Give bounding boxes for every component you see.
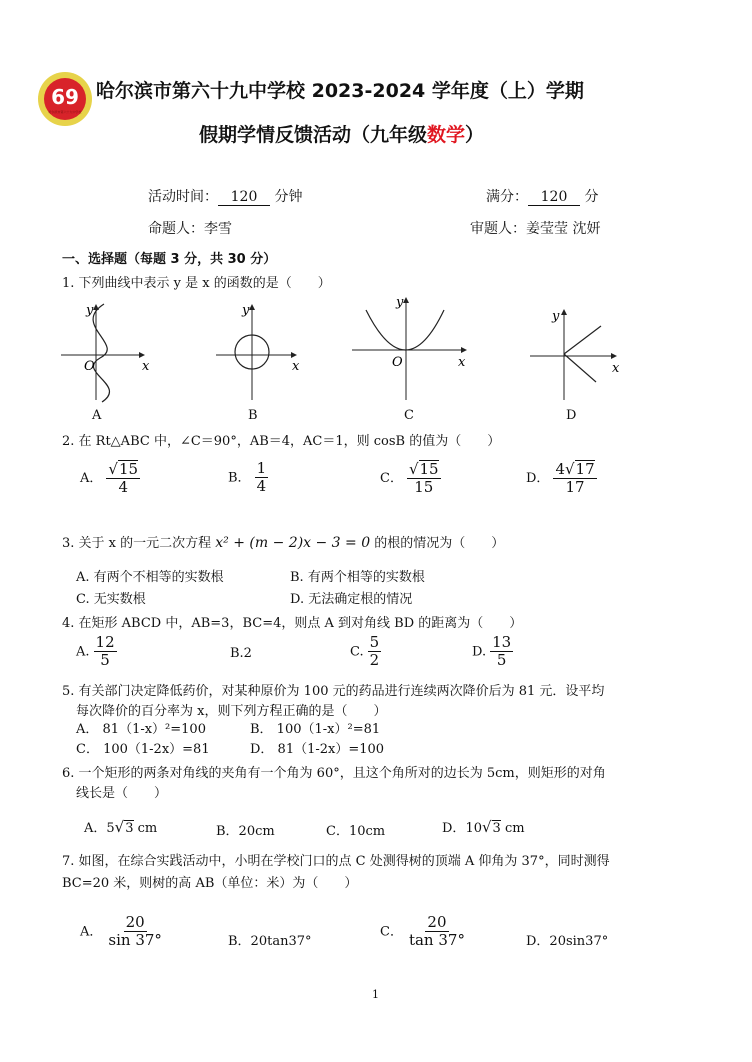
q3-suffix: 的根的情况为（ ） [374,536,505,551]
q4-c-numerator: 5 [369,633,380,651]
q4-a-numerator: 12 [95,633,115,651]
score-unit: 分 [584,189,599,205]
q3-option-c: C. 无实数根 [76,592,146,607]
reviewer: 审题人：姜莹莹 沈妍 [470,221,601,237]
q7-a-label: A． [80,924,103,940]
q2-c-fraction: $\frac{√15}{15}$ [408,460,439,497]
full-score [486,186,598,206]
graph-a-y-label: y [86,303,94,318]
q7-a-denominator: sin 37° [108,931,162,950]
q4-c-denominator: 2 [369,651,380,670]
q7-option-c [380,914,467,950]
q4-c-label: C. [350,644,364,660]
q4-a-label: A. [76,644,90,660]
q4-a-denominator: 5 [100,651,110,670]
q3-text [62,532,504,551]
time-value: 120 [218,189,270,206]
q6-d-label: D． [442,821,466,836]
q2-d-radicand: 17 [575,460,595,478]
q7-option-a [80,914,164,950]
graph-d-ray-down [564,354,596,382]
q2-a-label: A． [80,470,103,486]
graph-c [352,295,466,400]
graph-c-y-label: y [396,295,404,310]
graph-d-ray-up [564,326,601,354]
q5-option-d: D． 81（1-2x）=100 [250,742,385,757]
activity-time [148,186,302,206]
q1-label-a: A [92,408,102,423]
q4-text: 4. 在矩形 ABCD 中，AB=3，BC=4，则点 A 到对角线 BD 的距离为（ ） [62,616,523,631]
q2-d-fraction: $\frac{4√17}{17}$ [555,460,595,497]
graph-c-parabola [366,310,444,350]
q2-d-denominator: 17 [565,478,585,497]
q2-c-label: C． [380,470,403,486]
q2-text: 2. 在 Rt△ABC 中，∠C＝90°，AB＝4，AC＝1，则 cosB 的值为（ ） [62,434,501,449]
doc-title-line1: 哈尔滨市第六十九中学校 2023-2024 学年度（上）学期 [96,80,584,102]
q4-d-fraction [490,634,513,670]
q2-option-d [526,460,597,497]
q6-a-label: A． [84,821,107,836]
author: 命题人：李雪 [148,221,232,237]
graph-a [61,303,150,402]
q2-a-radicand: 15 [118,460,139,478]
score-label: 满分： [486,189,528,205]
q5-option-c: C． 100（1-2x）=81 [76,742,210,757]
graph-b-x-label: x [292,359,300,374]
q2-d-label: D． [526,470,550,486]
q6-d-radicand: 3 [492,821,501,836]
q6-a-radicand: 3 [125,821,134,836]
q4-d-numerator: 13 [492,633,512,651]
q5-line1: 5. 有关部门决定降低药价，对某种原价为 100 元的药品进行连续两次降价后为 81 元．设平均 [62,684,605,699]
q7-c-label: C． [380,924,403,940]
q7-c-denominator: tan 37° [408,931,465,950]
q1-label-b: B [248,408,258,423]
q2-d-coefficient: 4 [555,460,565,478]
q2-b-numerator: 1 [256,459,267,477]
q5-line2: 每次降价的百分率为 x，则下列方程正确的是（ ） [76,704,387,719]
q2-a-fraction: $\frac{√15}{4}$ [108,460,139,497]
q6-option-d: D．10√3 cm [442,818,525,836]
q4-option-b: B.2 [230,646,252,661]
q5-option-b: B． 100（1-x）²=81 [250,722,381,737]
graph-a-x-label: x [142,359,150,374]
graph-d-x-label: x [612,361,620,376]
q7-option-d: D．20sin37° [526,934,609,949]
q2-option-a [80,460,140,497]
time-unit: 分钟 [274,189,303,205]
doc-title-line2 [199,120,484,147]
logo-caption: 哈尔滨市第六十九中学校 [48,110,82,114]
q2-c-denominator: 15 [414,478,434,497]
q6-a-unit: cm [137,821,158,836]
q4-option-c [350,634,381,670]
q6-option-b: B．20cm [216,824,275,839]
q3-option-b: B. 有两个相等的实数根 [290,570,425,585]
q6-d-coefficient: 10 [465,821,482,836]
q1-graphs [56,290,636,420]
q4-option-d [472,634,513,670]
graph-c-x-label: x [458,355,466,370]
time-label: 活动时间： [148,189,218,205]
q6-line2: 线长是（ ） [76,786,168,801]
graph-b [216,303,300,400]
graph-d [530,309,620,400]
q3-option-a: A. 有两个不相等的实数根 [76,570,224,585]
q2-b-denominator: 4 [256,477,267,496]
q6-a-coefficient: 5 [106,821,115,836]
graph-a-origin: O [84,359,95,374]
q2-a-denominator: 4 [118,478,128,497]
page-number: 1 [372,988,379,1001]
q1-text: 1. 下列曲线中表示 y 是 x 的函数的是（ ） [62,276,331,291]
q4-d-label: D. [472,644,487,660]
logo-number: 69 [51,85,79,109]
q7-c-numerator: 20 [427,913,447,931]
q7-c-fraction [407,914,467,950]
q4-c-fraction [368,634,382,670]
title-suffix: ） [465,124,485,146]
q1-label-c: C [404,408,414,423]
q2-option-c [380,460,441,497]
q6-option-a: A．5√3 cm [84,818,158,836]
graph-c-origin: O [392,355,403,370]
school-logo [38,72,92,126]
title-prefix: 假期学情反馈活动（九年级 [199,124,428,146]
q2-b-fraction [255,460,269,496]
title-subject: 数学 [427,124,466,146]
q6-d-unit: cm [504,821,525,836]
q2-c-radicand: 15 [419,460,439,478]
q7-option-b: B．20tan37° [228,934,312,949]
graph-b-y-label: y [242,303,250,318]
q7-a-fraction [106,914,164,950]
q6-option-c: C．10cm [326,824,386,839]
q3-prefix: 3. 关于 x 的一元二次方程 [62,536,212,551]
q3-equation: x² + (m − 2)x − 3 = 0 [215,535,371,551]
q3-option-d: D. 无法确定根的情况 [290,592,413,607]
q7-line2: BC=20 米，则树的高 AB（单位：米）为（ ） [62,876,358,891]
q1-label-d: D [566,408,577,423]
graph-d-y-label: y [552,309,560,324]
q6-line1: 6. 一个矩形的两条对角线的夹角有一个角为 60°，且这个角所对的边长为 5cm，则矩形的对角 [62,766,606,781]
q7-a-numerator: 20 [125,913,145,931]
q4-option-a [76,634,117,670]
q7-line1: 7. 如图，在综合实践活动中，小明在学校门口的点 C 处测得树的顶端 A 仰角为 37°，同时测得 [62,854,610,869]
q2-b-label: B． [228,470,251,486]
section-heading: 一、选择题（每题 3 分，共 30 分） [62,252,277,267]
q4-a-fraction [94,634,117,670]
q5-option-a: A． 81（1-x）²=100 [76,722,206,737]
score-value: 120 [528,189,580,206]
q2-option-b [228,460,268,496]
q4-d-denominator: 5 [496,651,507,670]
